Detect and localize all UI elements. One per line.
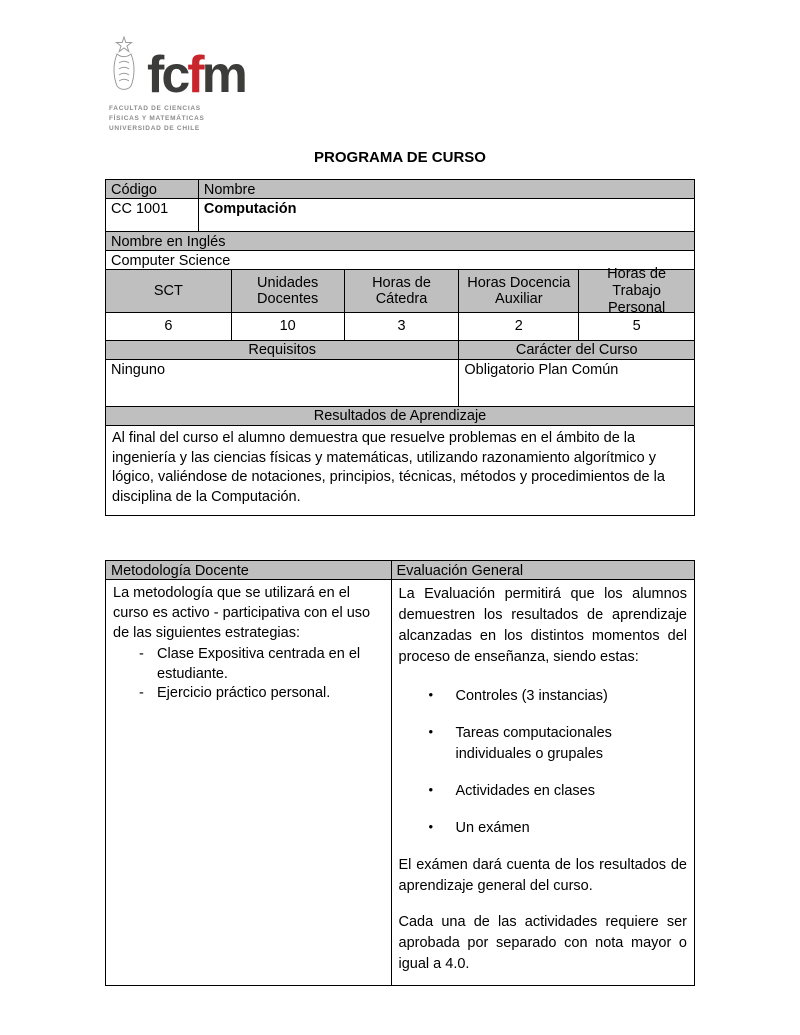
table-row-nombre-ingles-header xyxy=(106,232,695,251)
list-item xyxy=(113,645,384,684)
fcfm-wordmark-part1: fc xyxy=(147,46,188,105)
horas-catedra-header-cell: Horas de Cátedra xyxy=(345,270,460,313)
bullet-marker: • xyxy=(428,723,434,739)
evaluacion-item-text: Tareas computacionales individuales o grupales xyxy=(455,724,612,762)
fcfm-wordmark xyxy=(147,46,245,105)
list-item xyxy=(399,723,687,765)
evaluacion-item-text: Un exámen xyxy=(455,819,530,836)
list-item xyxy=(399,686,687,707)
metodologia-item-text: Ejercicio práctico personal. xyxy=(157,685,331,702)
evaluacion-list xyxy=(399,686,687,839)
bullet-marker: • xyxy=(428,781,434,797)
codigo-value-cell: CC 1001 xyxy=(106,199,199,232)
table-row-codigo-nombre-header xyxy=(106,180,695,199)
resultados-text-cell: Al final del curso el alumno demuestra que resuelve problemas en el ámbito de la ingeniería y las ciencias físicas y matemáticas, utilizando razonamiento algorítmico y lógico, valiéndose de notaciones, principios, técnicas, métodos y procedimientos de la disciplina de la Computación. xyxy=(106,426,695,516)
nombre-ingles-value-cell: Computer Science xyxy=(106,251,695,270)
metodologia-content-cell xyxy=(106,580,392,985)
evaluacion-paragraph-examen: El exámen dará cuenta de los resultados de aprendizaje general del curso. xyxy=(398,856,687,894)
evaluacion-intro: La Evaluación permitirá que los alumnos demuestren los resultados de aprendizaje alcanzadas en los distintos momentos del proceso de enseñanza, siendo estas: xyxy=(398,586,687,666)
unidades-docentes-header-cell: Unidades Docentes xyxy=(232,270,345,313)
horas-trabajo-personal-value-cell: 5 xyxy=(579,313,695,341)
table-row-resultados-text xyxy=(106,426,695,516)
requisitos-header-cell: Requisitos xyxy=(106,341,459,360)
caracter-value-cell: Obligatorio Plan Común xyxy=(459,360,695,407)
codigo-header-cell: Código xyxy=(106,180,199,199)
universidad-de-chile-emblem-icon xyxy=(109,35,139,100)
metodologia-list xyxy=(113,645,384,704)
sct-value-cell: 6 xyxy=(106,313,232,341)
list-item xyxy=(399,781,687,802)
faculty-subtext-line1: FACULTAD DE CIENCIAS xyxy=(109,105,201,112)
requisitos-value-cell: Ninguno xyxy=(106,360,459,407)
bullet-marker: • xyxy=(428,818,434,834)
caracter-header-cell: Carácter del Curso xyxy=(459,341,695,360)
faculty-subtext-line3: UNIVERSIDAD DE CHILE xyxy=(109,125,200,133)
evaluacion-content-cell xyxy=(392,580,695,985)
horas-trabajo-personal-header-cell: Horas de Trabajo Personal xyxy=(579,270,695,313)
bullet-marker: • xyxy=(428,686,434,702)
table-row-method-headers xyxy=(106,561,695,580)
table-row-requisitos-caracter-values xyxy=(106,360,695,407)
fcfm-logo xyxy=(109,40,695,134)
horas-docencia-auxiliar-value-cell: 2 xyxy=(459,313,579,341)
metodologia-header-cell: Metodología Docente xyxy=(106,561,392,580)
list-item xyxy=(399,818,687,839)
evaluacion-item-text: Controles (3 instancias) xyxy=(455,687,608,704)
table-row-credits-headers xyxy=(106,266,695,316)
horas-docencia-auxiliar-header-cell: Horas Docencia Auxiliar xyxy=(459,270,579,313)
table-row-requisitos-caracter-header xyxy=(106,341,695,360)
sct-header-cell: SCT xyxy=(106,270,232,313)
evaluacion-header-cell: Evaluación General xyxy=(392,561,695,580)
nombre-value-cell: Computación xyxy=(199,199,695,232)
metodologia-item-text: Clase Expositiva centrada en el estudiante. xyxy=(157,646,361,682)
faculty-subtext xyxy=(109,104,695,134)
table-row-method-content xyxy=(106,580,695,985)
fcfm-wordmark-part2: m xyxy=(201,46,245,105)
metodologia-intro: La metodología que se utilizará en el curso es activo - participativa con el uso de las siguientes estrategias: xyxy=(113,585,371,641)
fcfm-wordmark-accent: f xyxy=(187,46,202,105)
dash-marker: - xyxy=(139,685,144,702)
dash-marker: - xyxy=(139,646,144,663)
nombre-header-cell: Nombre xyxy=(199,180,695,199)
table-row-resultados-header xyxy=(106,407,695,426)
evaluacion-item-text: Actividades en clases xyxy=(455,782,595,799)
unidades-docentes-value-cell: 10 xyxy=(232,313,345,341)
list-item xyxy=(113,684,384,704)
horas-catedra-value-cell: 3 xyxy=(345,313,460,341)
fcfm-logo-top xyxy=(109,40,695,105)
faculty-subtext-line2: FÍSICAS Y MATEMÁTICAS xyxy=(109,115,205,123)
evaluacion-paragraph-nota: Cada una de las actividades requiere ser aprobada por separado con nota mayor o igual a 4.0. xyxy=(398,913,687,972)
page-title: PROGRAMA DE CURSO xyxy=(314,149,486,167)
resultados-header-cell: Resultados de Aprendizaje xyxy=(106,407,695,426)
table-row-credits-values xyxy=(106,313,695,341)
nombre-ingles-header-cell: Nombre en Inglés xyxy=(106,232,695,251)
methodology-evaluation-table xyxy=(105,560,695,985)
course-info-table xyxy=(105,179,695,516)
table-row-codigo-nombre-values xyxy=(106,199,695,232)
